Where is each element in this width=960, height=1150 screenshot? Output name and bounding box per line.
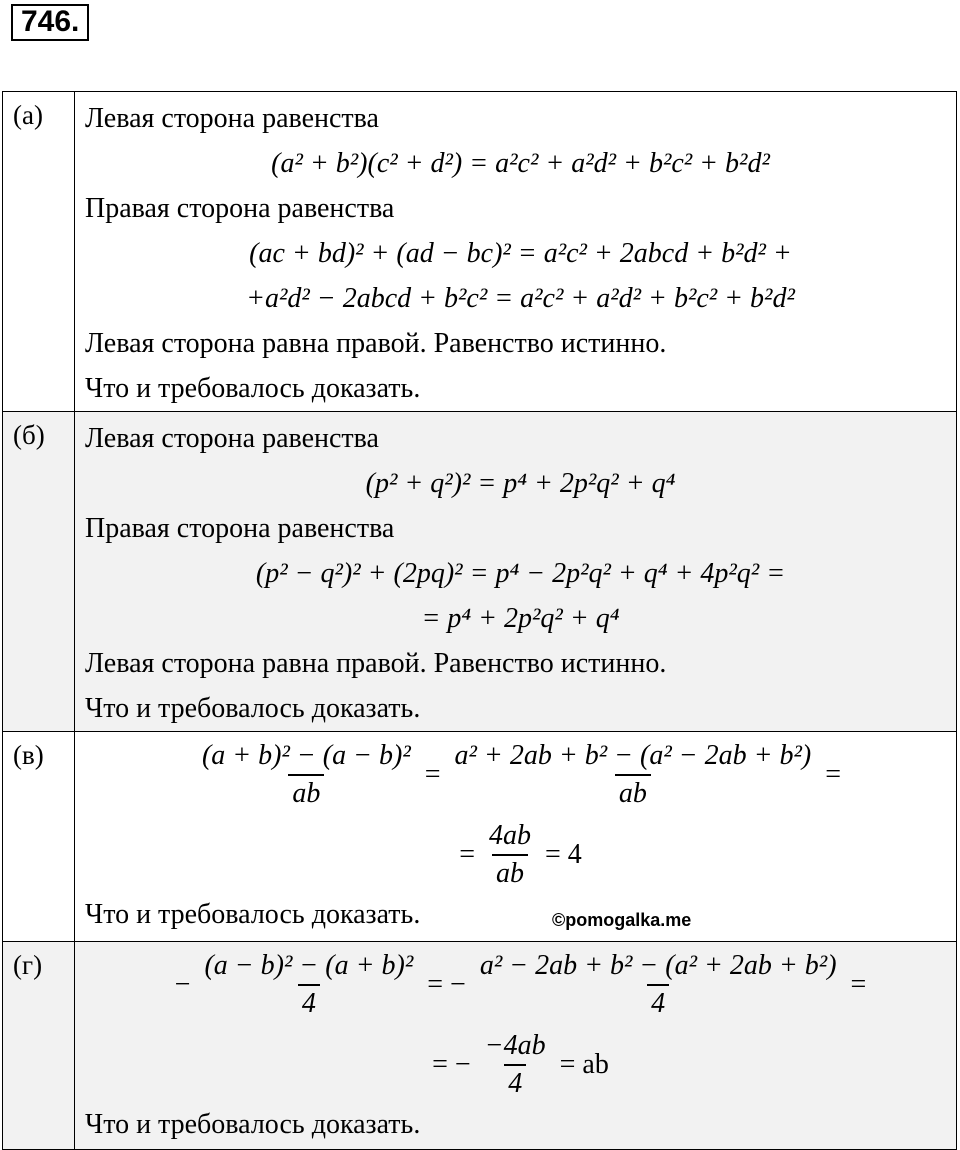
problem-number: 746. (11, 4, 89, 41)
part-a-content (75, 92, 957, 412)
part-b-content (75, 412, 957, 732)
part-g-equals-1: = − (427, 969, 466, 1000)
part-v-fraction-2-numerator: a² + 2ab + b² − (a² − 2ab + b²) (454, 740, 812, 771)
part-g-fraction-1-denominator: 4 (298, 984, 320, 1022)
watermark: ©pomogalka.me (552, 910, 692, 930)
part-v-equals-1: = (424, 759, 441, 790)
part-a-left-equation: (a² + b²)(c² + d²) = a²c² + a²d² + b²c² + b²d² (271, 148, 770, 179)
part-g-fraction-2 (476, 948, 841, 1022)
part-v-fraction-1 (198, 738, 415, 812)
part-a-right-equation-2: +a²d² − 2abcd + b²c² = a²c² + a²d² + b²c² + b²d² (246, 283, 795, 314)
part-g-fraction-1 (200, 948, 417, 1022)
part-a-right-equation-1: (ac + bd)² + (ad − bc)² = a²c² + 2abcd + b²d² + (249, 238, 792, 269)
part-a-qed: Что и требовалось доказать. (85, 373, 421, 404)
part-b-conclusion: Левая сторона равна правой. Равенство истинно. (85, 648, 667, 679)
part-v-equation-1 (85, 738, 956, 812)
part-g-label: (г) (3, 942, 75, 1150)
part-b-row (3, 412, 957, 732)
part-g-equation-1 (85, 948, 956, 1022)
part-g-fraction-3-denominator: 4 (504, 1064, 526, 1102)
part-v-fraction-1-numerator: (a + b)² − (a − b)² (201, 740, 411, 771)
part-a-right-heading: Правая сторона равенства (85, 193, 395, 224)
part-v-result: = 4 (545, 839, 582, 870)
part-b-right-equation-1: (p² − q²)² + (2pq)² = p⁴ − 2p²q² + q⁴ + 4p²q² = (255, 558, 786, 589)
part-v-label: (в) (3, 732, 75, 942)
part-g-fraction-2-denominator: 4 (647, 984, 669, 1022)
solution-table (2, 91, 957, 1150)
part-g-content (75, 942, 957, 1150)
part-g-fraction-3-numerator: −4ab (484, 1030, 546, 1061)
part-v-equation-2 (85, 818, 956, 892)
part-b-left-equation: (p² + q²)² = p⁴ + 2p²q² + q⁴ (365, 468, 676, 499)
part-g-fraction-1-numerator: (a − b)² − (a + b)² (204, 950, 414, 981)
part-v-fraction-1-denominator: ab (288, 774, 324, 812)
part-g-equals-2: = (850, 969, 867, 1000)
part-g-qed: Что и требовалось доказать. (85, 1109, 421, 1140)
part-v-fraction-3 (485, 818, 535, 892)
part-v-fraction-2-denominator: ab (615, 774, 651, 812)
part-b-right-heading: Правая сторона равенства (85, 513, 395, 544)
part-g-equation-2 (85, 1028, 956, 1102)
part-v-row (3, 732, 957, 942)
part-g-minus-1: − (174, 969, 191, 1000)
part-b-qed: Что и требовалось доказать. (85, 693, 421, 724)
part-a-row (3, 92, 957, 412)
part-b-right-equation-2: = p⁴ + 2p²q² + q⁴ (421, 603, 620, 634)
part-v-equals-2: = (825, 759, 842, 790)
part-a-conclusion: Левая сторона равна правой. Равенство истинно. (85, 328, 667, 359)
part-v-qed: Что и требовалось доказать. (85, 899, 421, 930)
part-g-fraction-2-numerator: a² − 2ab + b² − (a² + 2ab + b²) (479, 950, 837, 981)
part-v-content (75, 732, 957, 942)
part-a-label: (а) (3, 92, 75, 412)
part-v-equals-3: = (459, 839, 475, 870)
part-g-equals-3: = − (432, 1049, 471, 1080)
part-g-result: = ab (559, 1049, 609, 1080)
part-v-fraction-3-numerator: 4ab (489, 820, 531, 851)
part-b-label: (б) (3, 412, 75, 732)
part-v-fraction-3-denominator: ab (492, 854, 528, 892)
part-g-row (3, 942, 957, 1150)
part-b-left-heading: Левая сторона равенства (85, 423, 379, 454)
part-v-fraction-2 (451, 738, 816, 812)
part-g-fraction-3 (481, 1028, 550, 1102)
part-a-left-heading: Левая сторона равенства (85, 103, 379, 134)
